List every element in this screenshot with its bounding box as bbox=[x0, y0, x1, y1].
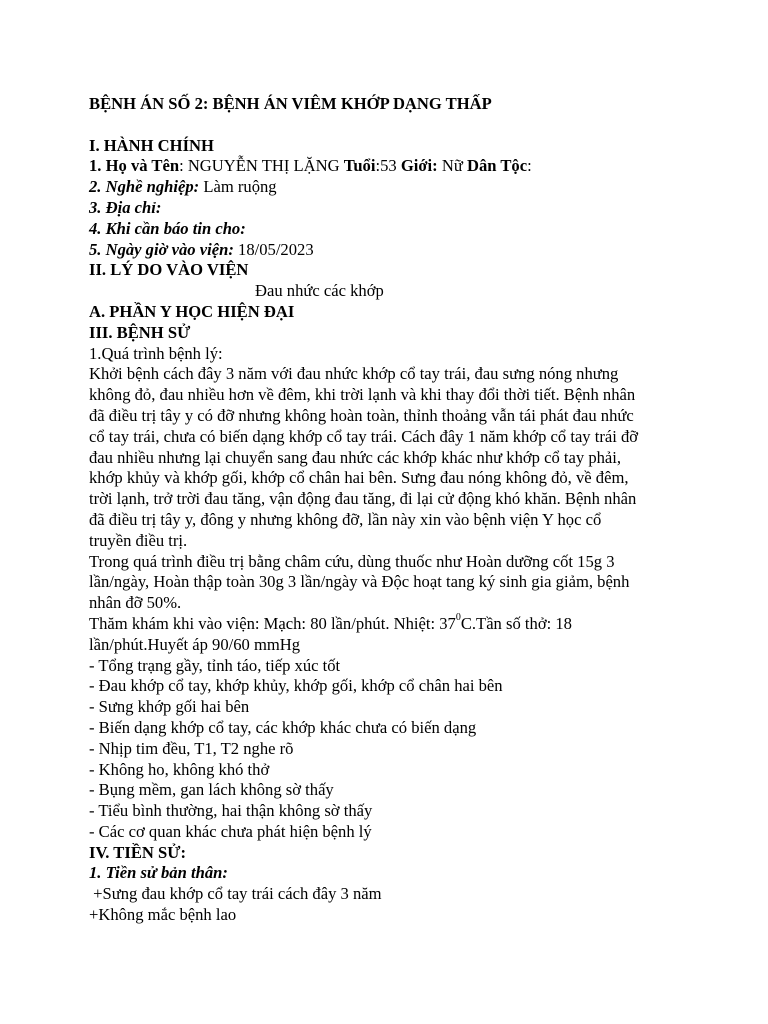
part-a-heading: A. PHẦN Y HỌC HIỆN ĐẠI bbox=[89, 301, 295, 321]
finding-item: - Đau khớp cổ tay, khớp khủy, khớp gối, khớp cổ chân hai bên bbox=[89, 676, 503, 696]
name-label: 1. Họ và Tên bbox=[89, 156, 180, 176]
history-item: +Sưng đau khớp cổ tay trái cách đây 3 năm bbox=[89, 884, 382, 904]
course-paragraph-line: truyền điều trị. bbox=[89, 530, 188, 550]
course-paragraph-line: đau nhiều nhưng lại chuyển sang đau nhức các khớp khác như khớp cổ tay phải, bbox=[89, 447, 622, 467]
exam-vitals-part-a: Thăm khám khi vào viện: Mạch: 80 lần/phút. Nhiệt: 37 bbox=[89, 613, 456, 633]
document-title: BỆNH ÁN SỐ 2: BỆNH ÁN VIÊM KHỚP DẠNG THẤP bbox=[89, 94, 492, 113]
section-heading-history: III. BỆNH SỬ bbox=[89, 322, 191, 342]
treatment-paragraph-line: lần/ngày, Hoàn thập toàn 30g 3 lần/ngày và Độc hoạt tang ký sinh gia giảm, bệnh bbox=[89, 572, 630, 592]
document-page bbox=[89, 94, 709, 926]
course-paragraph-line: Khởi bệnh cách đây 3 năm với đau nhức khớp cổ tay trái, đau sưng nóng nhưng bbox=[89, 364, 619, 384]
job-value: Làm ruộng bbox=[203, 177, 277, 197]
treatment-paragraph-line: nhân đỡ 50%. bbox=[89, 593, 182, 613]
section-heading-past-history: IV. TIỀN SỬ: bbox=[89, 842, 186, 862]
exam-vitals-part-b: C.Tần số thở: 18 bbox=[460, 613, 572, 633]
blank-line bbox=[89, 115, 709, 136]
finding-item: - Biến dạng khớp cổ tay, các khớp khác chưa có biến dạng bbox=[89, 717, 477, 737]
patient-identity-line: 1. Họ và Tên: NGUYỄN THỊ LẶNG Tuổi:53 Giới: Nữ Dân Tộc: bbox=[89, 156, 532, 176]
gender-label: Giới: bbox=[400, 156, 438, 176]
exam-vitals-line-2: lần/phút.Huyết áp 90/60 mmHg bbox=[89, 634, 301, 654]
admission-reason: Đau nhức các khớp bbox=[255, 281, 384, 301]
temperature-degree: 0 bbox=[455, 612, 461, 624]
name-value: NGUYỄN THỊ LẶNG bbox=[187, 156, 340, 176]
treatment-paragraph-line: Trong quá trình điều trị bằng châm cứu, dùng thuốc như Hoàn dưỡng cốt 15g 3 bbox=[89, 551, 615, 571]
finding-item: - Tiểu bình thường, hai thận không sờ thấy bbox=[89, 801, 373, 821]
exam-vitals-line bbox=[89, 614, 709, 635]
course-paragraph-line: cổ tay trái, chưa có biến dạng khớp cổ tay trái. Cách đây 1 năm khớp cổ tay trái đỡ bbox=[89, 426, 639, 446]
age-value: 53 bbox=[380, 156, 397, 176]
age-label: Tuổi bbox=[343, 156, 376, 176]
job-label: 2. Nghề nghiệp: bbox=[89, 177, 200, 197]
finding-item: - Bụng mềm, gan lách không sờ thấy bbox=[89, 780, 334, 800]
disease-course-subheading: 1.Quá trình bệnh lý: bbox=[89, 343, 223, 363]
personal-history-subheading: 1. Tiền sử bản thân: bbox=[89, 863, 228, 883]
finding-item: - Tổng trạng gầy, tỉnh táo, tiếp xúc tốt bbox=[89, 655, 341, 675]
admission-value: 18/05/2023 bbox=[238, 239, 314, 259]
course-paragraph-line: trời lạnh, trở trời đau tăng, vận động đau tăng, đi lại cử động khó khăn. Bệnh nhân bbox=[89, 489, 637, 509]
section-heading-reason: II. LÝ DO VÀO VIỆN bbox=[89, 260, 249, 280]
gender-value: Nữ bbox=[441, 156, 463, 176]
occupation-line bbox=[89, 177, 709, 198]
finding-item: - Các cơ quan khác chưa phát hiện bệnh lý bbox=[89, 821, 372, 841]
course-paragraph-line: đã điều trị tây y, đông y nhưng không đỡ, lần này xin vào bệnh viện Y học cổ bbox=[89, 509, 602, 529]
contact-label: 4. Khi cần báo tin cho: bbox=[89, 218, 246, 238]
address-label: 3. Địa chỉ: bbox=[89, 197, 162, 217]
finding-item: - Nhịp tim đều, T1, T2 nghe rõ bbox=[89, 738, 294, 758]
course-paragraph-line: đã điều trị tây y có đỡ nhưng không hoàn toàn, thỉnh thoảng vẫn tái phát đau nhức bbox=[89, 405, 634, 425]
section-heading-administration: I. HÀNH CHÍNH bbox=[89, 135, 214, 155]
history-item: +Không mắc bệnh lao bbox=[89, 905, 237, 925]
ethnicity-label: Dân Tộc bbox=[466, 156, 528, 176]
course-paragraph-line: không đỏ, đau nhiều hơn về đêm, khi trời lạnh và khi thay đổi thời tiết. Bệnh nhân bbox=[89, 385, 636, 405]
admission-label: 5. Ngày giờ vào viện: bbox=[89, 239, 234, 259]
finding-item: - Sưng khớp gối hai bên bbox=[89, 697, 250, 717]
course-paragraph-line: khớp khủy và khớp gối, khớp cổ chân hai bên. Sưng đau nóng không đỏ, về đêm, bbox=[89, 468, 629, 488]
finding-item: - Không ho, không khó thở bbox=[89, 759, 270, 779]
admission-line bbox=[89, 240, 709, 261]
